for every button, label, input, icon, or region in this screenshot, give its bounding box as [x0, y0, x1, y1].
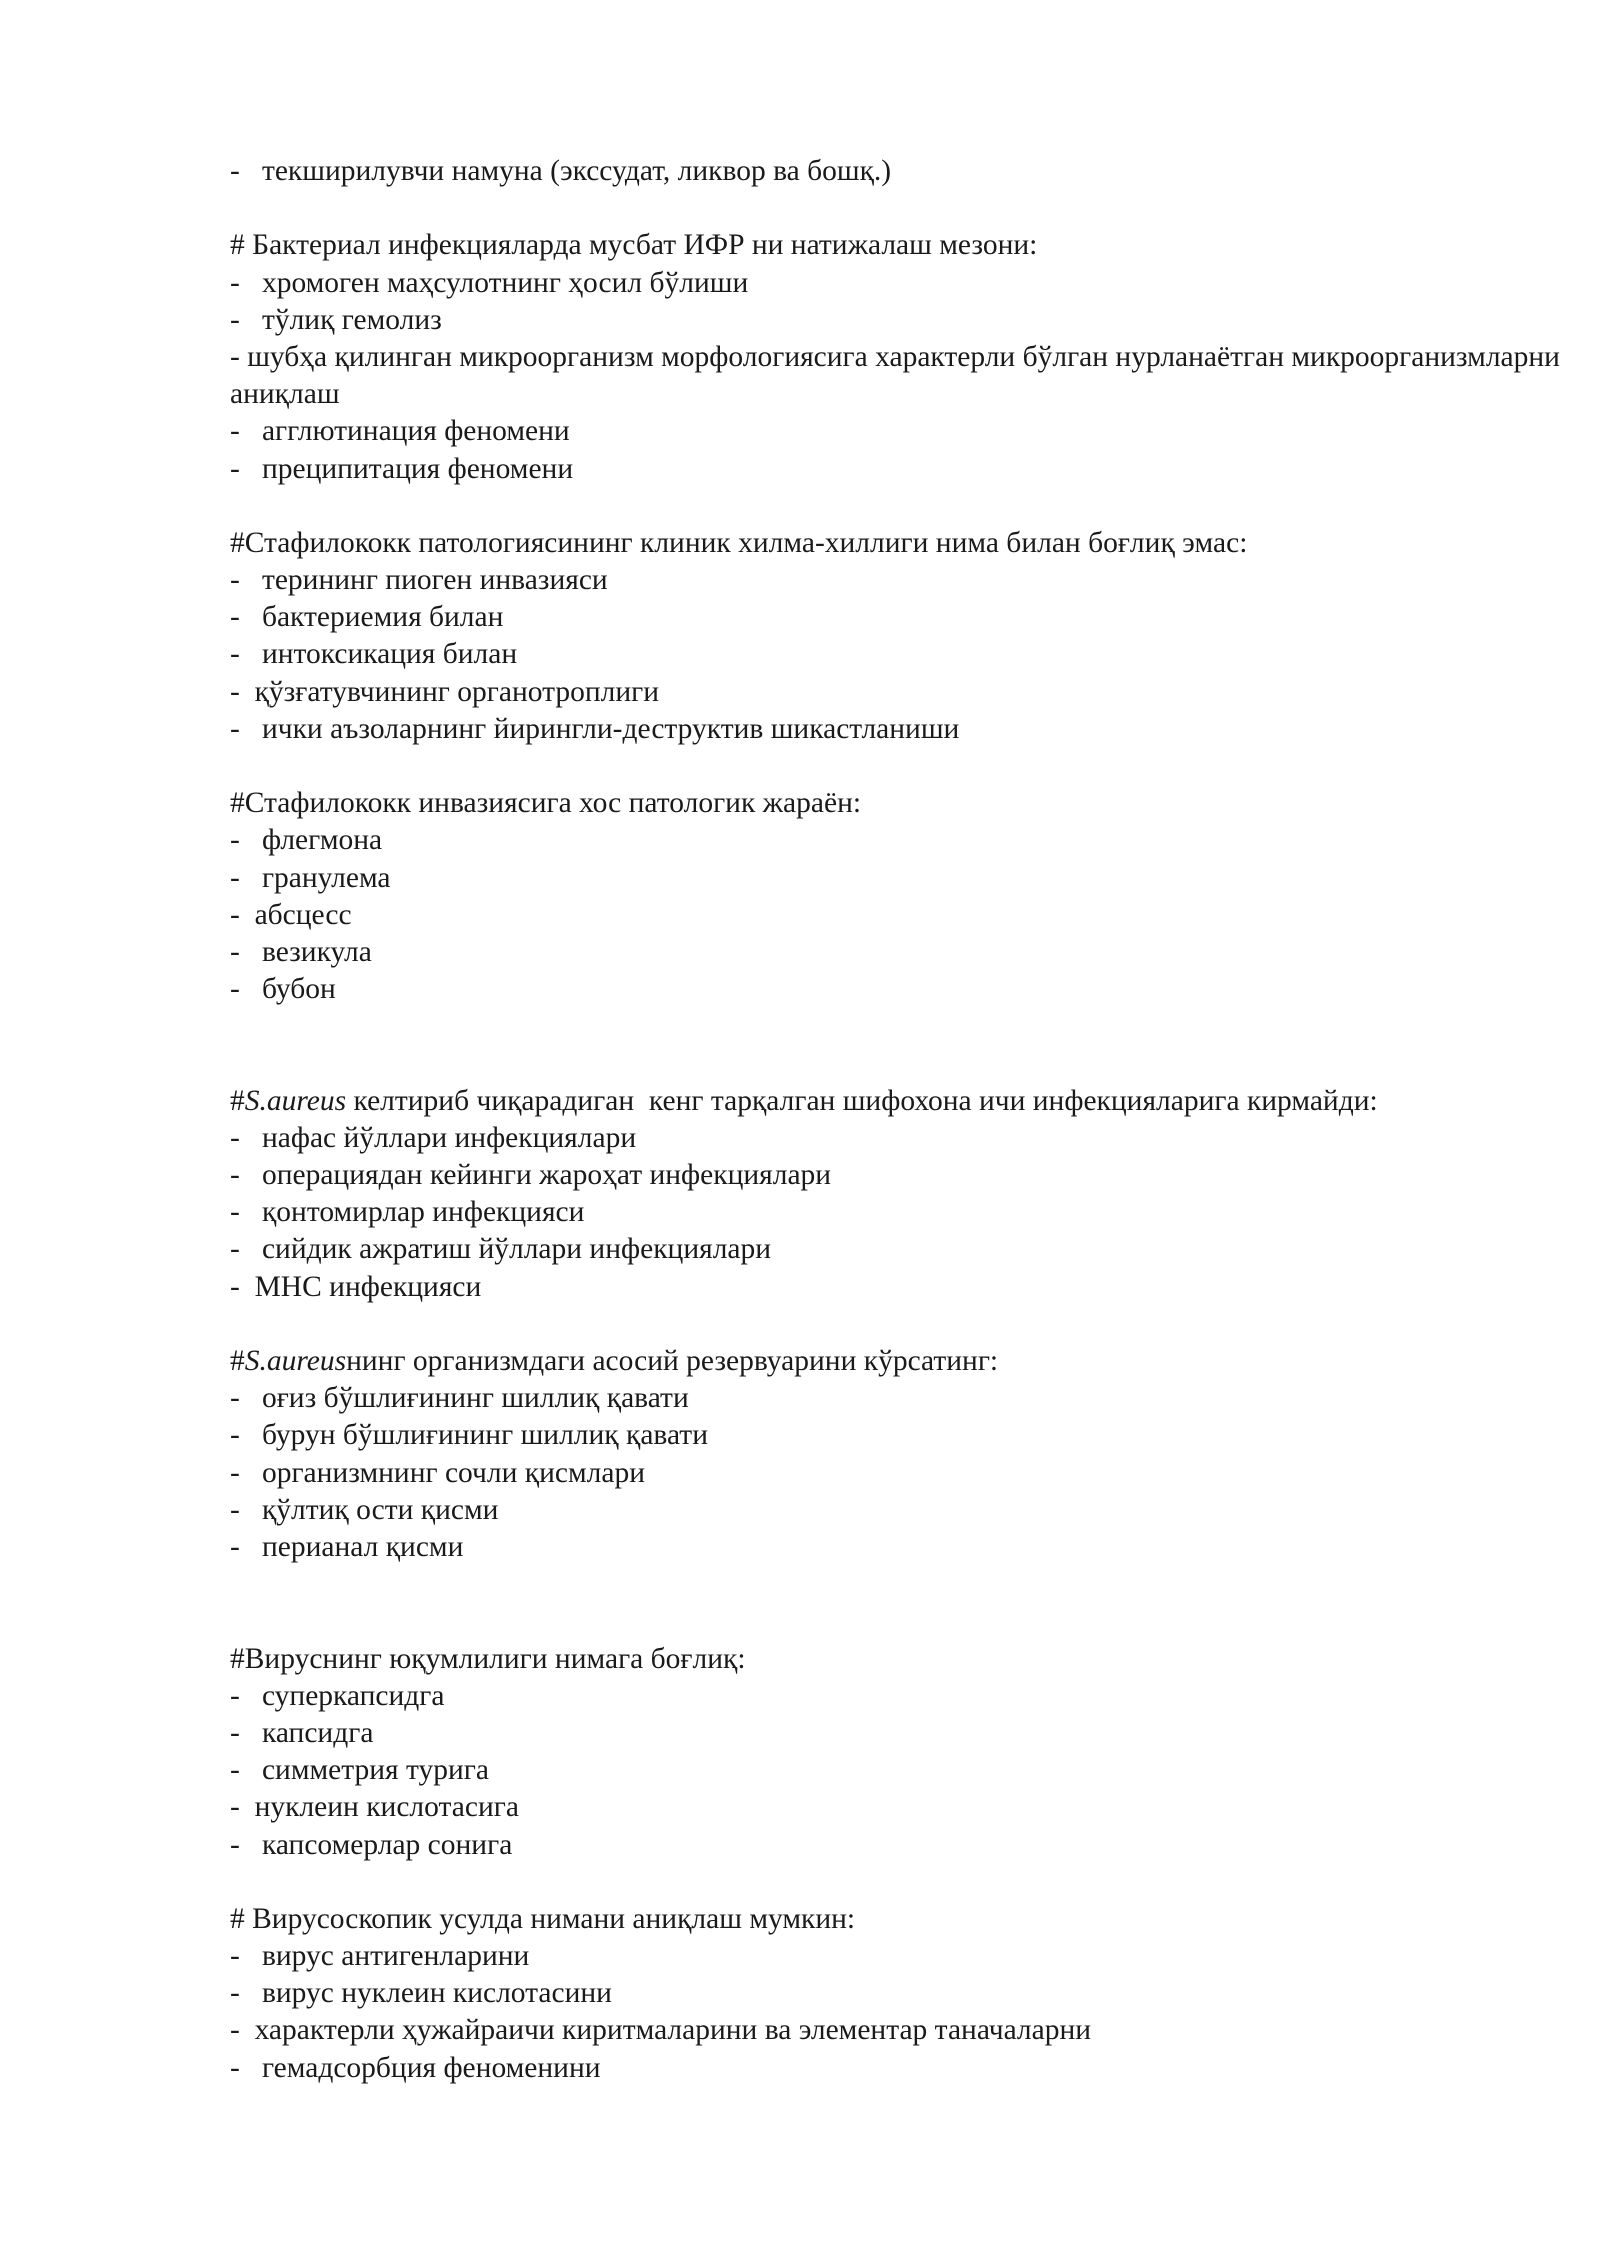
- answer-option: - сийдик ажратиш йўллари инфекциялари: [230, 1233, 772, 1266]
- answer-option: - капсидга: [230, 1716, 374, 1749]
- answer-option: - ички аъзоларнинг йирингли-деструктив шикастланиши: [230, 712, 960, 745]
- answer-option: - қонтомирлар инфекцияси: [230, 1196, 585, 1229]
- question-text: келтириб чиқарадиган кенг тарқалган шифохона ичи инфекцияларига кирмайди:: [346, 1084, 1378, 1117]
- question-heading: #Стафилококк инвазиясига хос патологик жараён:: [230, 787, 862, 820]
- answer-option: - везикула: [230, 935, 372, 968]
- question-heading: # Вирусоскопик усулда нимани аниқлаш мумкин:: [230, 1902, 856, 1935]
- answer-option: - гемадсорбция феноменини: [230, 2051, 601, 2084]
- answer-option: - гранулема: [230, 861, 391, 894]
- answer-option: - тўлиқ гемолиз: [230, 303, 442, 336]
- answer-option: - вирус антигенларини: [230, 1940, 530, 1973]
- question-heading: [230, 1083, 1570, 1120]
- question-heading: #Стафилококк патологиясининг клиник хилма-хиллиги нима билан боғлиқ эмас:: [230, 526, 1248, 559]
- answer-option: - организмнинг сочли қисмлари: [230, 1456, 645, 1489]
- answer-option: - оғиз бўшлиғининг шиллиқ қавати: [230, 1382, 689, 1415]
- answer-option: - флегмона: [230, 824, 383, 857]
- question-heading: #Вируснинг юқумлилиги нимага боғлиқ:: [230, 1642, 746, 1675]
- answer-option: - преципитация феномени: [230, 452, 574, 485]
- answer-option: - хромоген маҳсулотнинг ҳосил бўлиши: [230, 266, 749, 299]
- answer-option: - перианал қисми: [230, 1530, 464, 1563]
- question-heading: # Бактериал инфекцияларда мусбат ИФР ни натижалаш мезони:: [230, 229, 1038, 262]
- answer-option: - қўлтиқ ости қисми: [230, 1493, 499, 1526]
- answer-option: - бурун бўшлиғининг шиллиқ қавати: [230, 1419, 708, 1452]
- answer-option: - нуклеин кислотасига: [230, 1791, 519, 1824]
- answer-option: - шубҳа қилинган микроорганизм морфологиясига характерли бўлган нурланаётган микроорганизмларни аниқлаш: [230, 340, 1560, 411]
- document-page: [230, 153, 1570, 2087]
- answer-option: - абсцесс: [230, 898, 352, 931]
- answer-option: - терининг пиоген инвазияси: [230, 564, 608, 597]
- answer-option: - суперкапсидга: [230, 1679, 445, 1712]
- answer-option: - қўзғатувчининг органотроплиги: [230, 675, 660, 708]
- question-italic-term: S.aureus: [244, 1084, 347, 1117]
- question-italic-term: S.aureus: [244, 1345, 347, 1378]
- question-text: нинг организмдаги асосий резервуарини кўрсатинг:: [346, 1345, 999, 1378]
- answer-option: - бактериемия билан: [230, 601, 504, 634]
- answer-option: - операциядан кейинги жароҳат инфекциялари: [230, 1159, 832, 1192]
- answer-option: - текширилувчи намуна (экссудат, ликвор ва бошқ.): [230, 155, 892, 187]
- answer-option: - интоксикация билан: [230, 638, 518, 671]
- answer-option: - МНС инфекцияси: [230, 1270, 482, 1303]
- answer-option: - вирус нуклеин кислотасини: [230, 1977, 612, 2010]
- answer-option: - агглютинация феномени: [230, 415, 570, 448]
- answer-option: - характерли ҳужайраичи киритмаларини ва элементар таначаларни: [230, 2014, 1092, 2047]
- question-prefix: #: [230, 1084, 245, 1117]
- question-heading: [230, 1343, 1570, 1380]
- answer-option: - нафас йўллари инфекциялари: [230, 1121, 637, 1154]
- answer-option: - капсомерлар сонига: [230, 1828, 513, 1861]
- question-prefix: #: [230, 1345, 245, 1378]
- answer-option: - бубон: [230, 973, 336, 1006]
- answer-option: - симметрия турига: [230, 1754, 489, 1787]
